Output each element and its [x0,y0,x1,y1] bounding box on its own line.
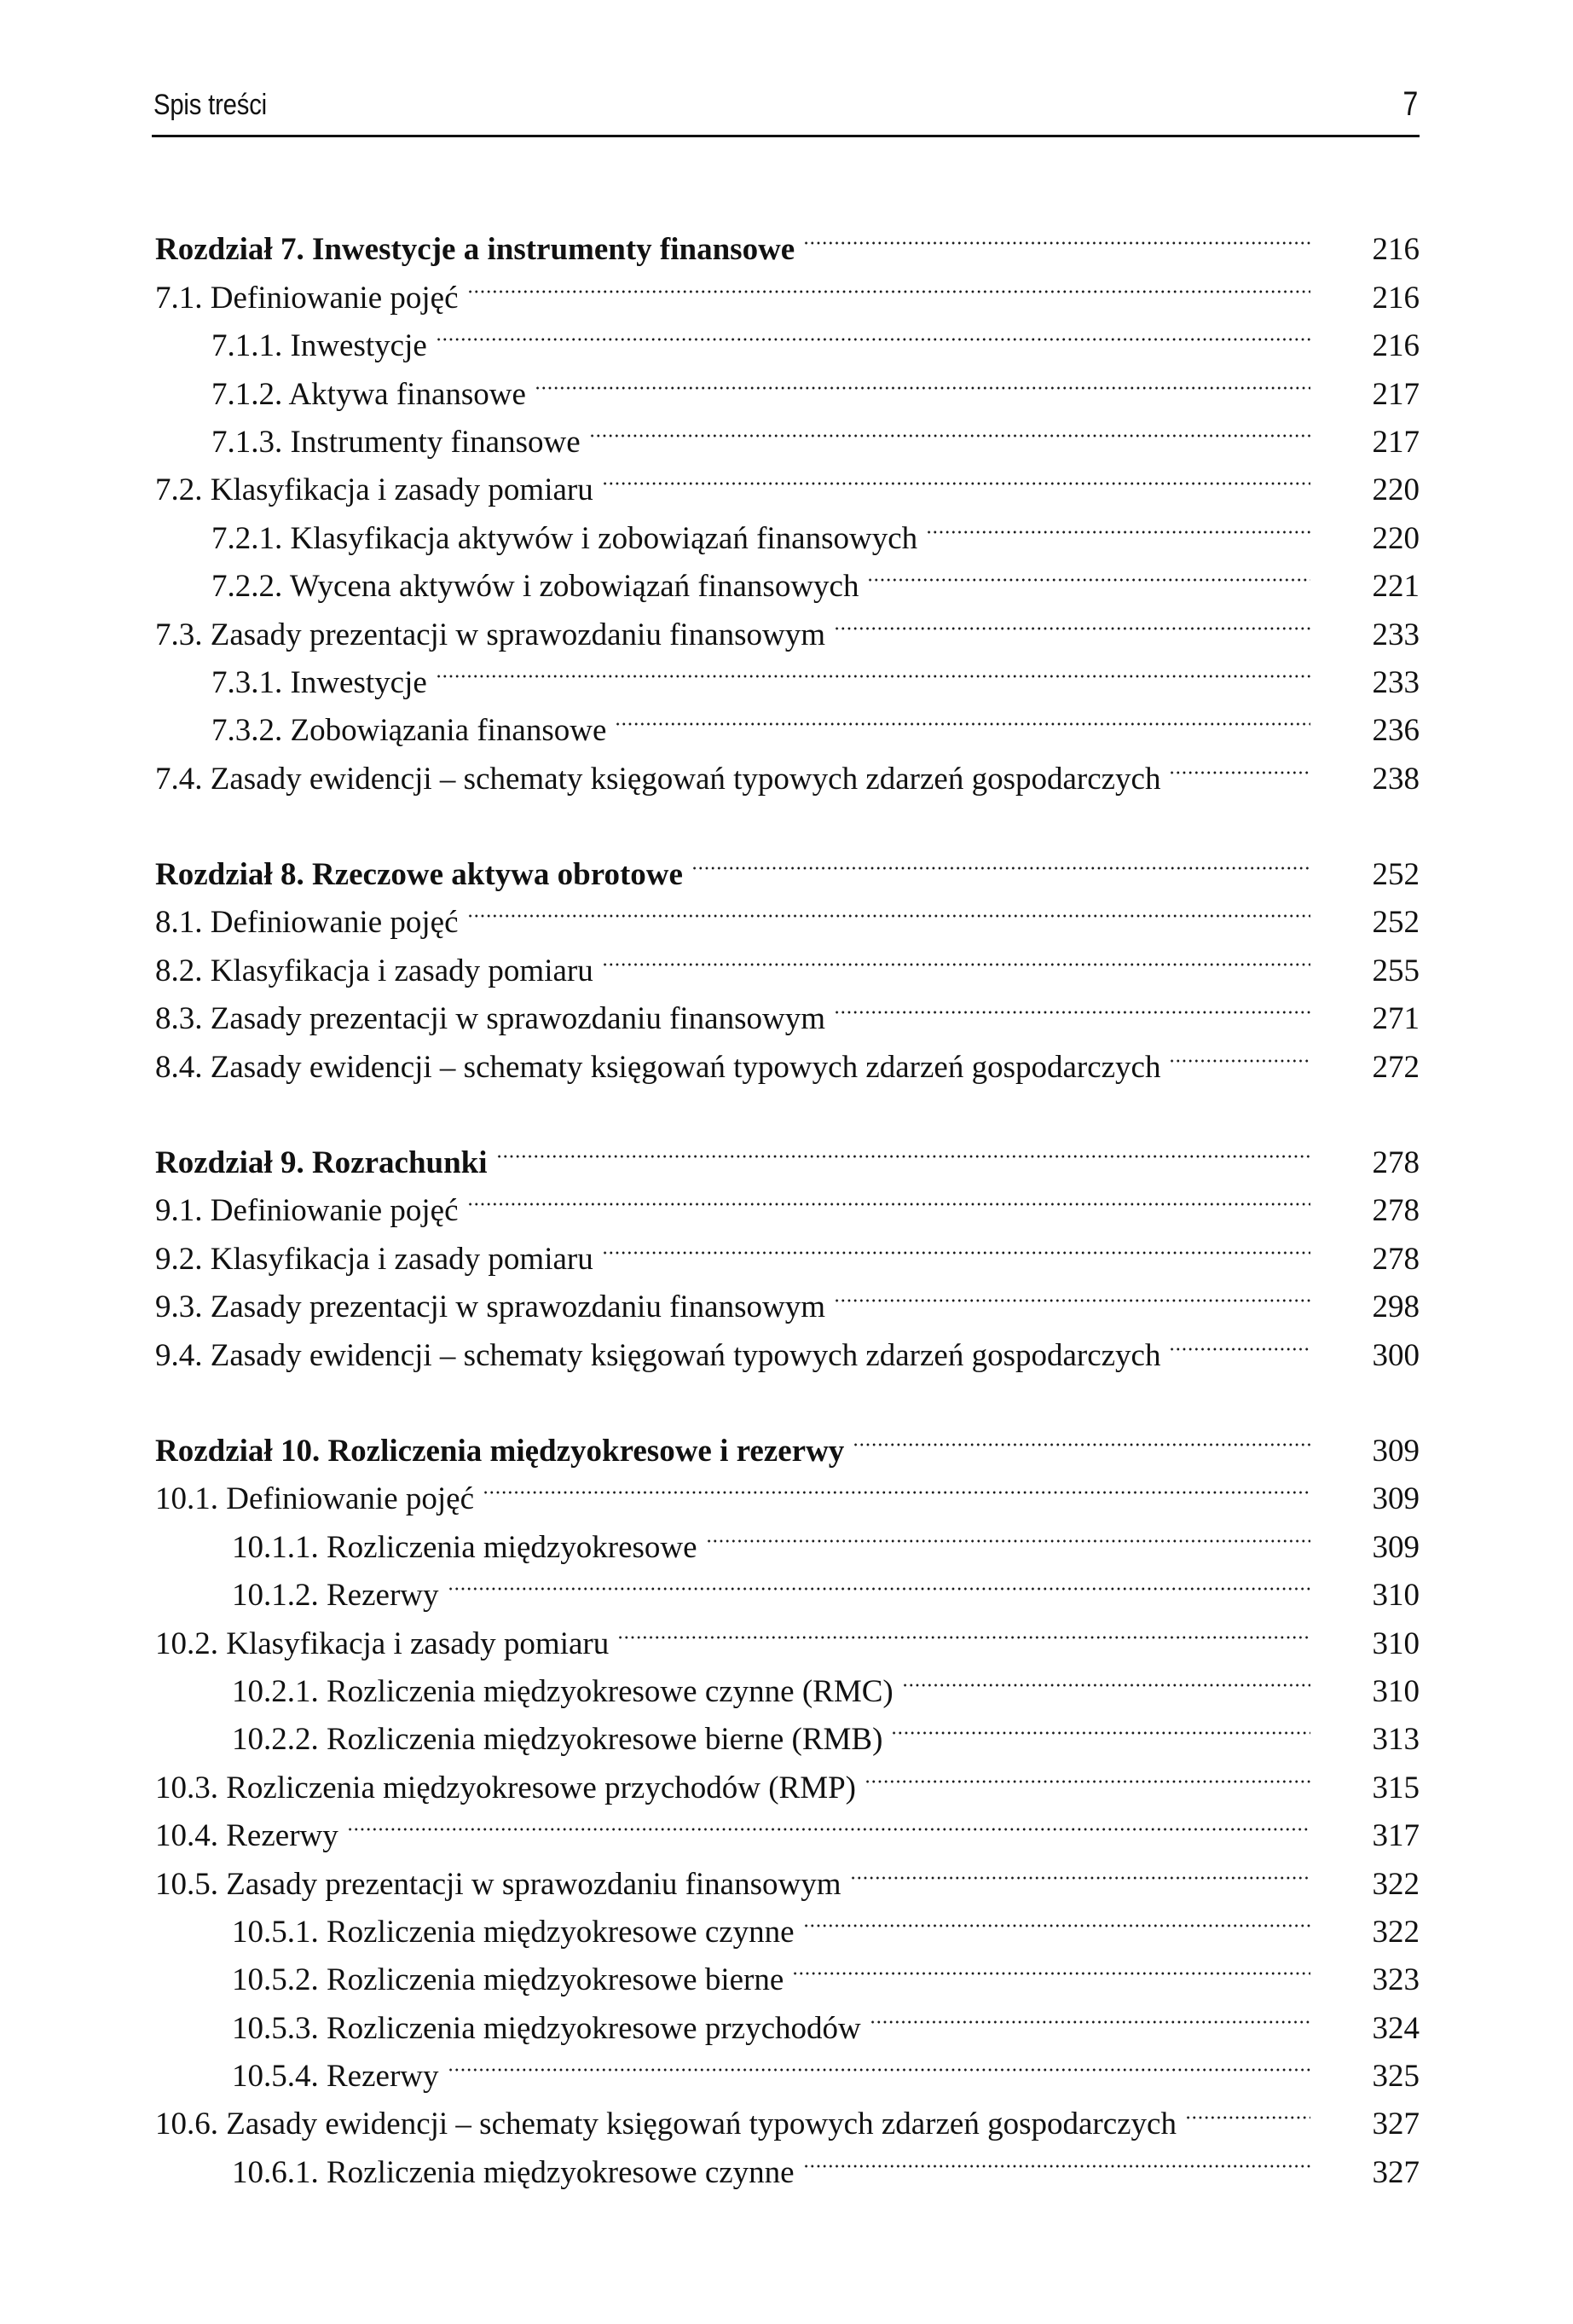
toc-subsection[interactable] [152,1557,1420,1614]
toc-subsection[interactable] [152,2134,1420,2190]
toc-page-number: 220 [1372,520,1420,556]
toc-entry-title: 9.2. Klasyfikacja i zasady pomiaru [155,1236,602,1284]
toc-entry-title: 10.5.2. Rozliczenia międzyokresowe bierne [232,1956,792,2004]
dot-leader [467,259,1311,307]
dot-leader [853,1413,1310,1461]
toc-page-number: 271 [1372,1001,1420,1037]
toc-page-number: 327 [1372,2107,1420,2142]
toc-page-number: 323 [1372,1962,1420,1998]
toc-section[interactable] [152,452,1420,508]
toc-page-number: 217 [1372,424,1420,460]
toc-entry-title: 8.4. Zasady ewidencji – schematy księgowań typowych zdarzeń gospodarczych [155,1044,1169,1092]
dot-leader [436,308,1310,356]
toc-entry-title: 7.1.3. Instrumenty finansowe [211,419,589,467]
toc-section[interactable] [152,1798,1420,1854]
toc-entry-title: 10.6. Zasady ewidencji – schematy księgowań typowych zdarzeń gospodarczych [155,2101,1185,2148]
toc-section[interactable] [152,1846,1420,1902]
toc-chapter [152,1125,1420,1373]
table-of-contents [152,212,1420,2230]
toc-entry-title: 10.5.3. Rozliczenia międzyokresowe przychodów [232,2005,870,2053]
toc-section[interactable] [152,981,1420,1037]
toc-page-number: 233 [1372,617,1420,652]
dot-leader [1169,1029,1310,1076]
toc-section[interactable] [152,1749,1420,1805]
dot-leader [467,884,1311,932]
toc-page-number: 298 [1372,1290,1420,1325]
dot-leader [1185,2086,1310,2134]
toc-subsection[interactable] [152,548,1420,605]
toc-entry-title: 9.4. Zasady ewidencji – schematy księgowań typowych zdarzeń gospodarczych [155,1332,1169,1380]
toc-entry-title: Rozdział 8. Rzeczowe aktywa obrotowe [155,851,691,899]
toc-section[interactable] [152,1317,1420,1373]
toc-page-number: 327 [1372,2154,1420,2190]
dot-leader [448,1557,1311,1605]
toc-section[interactable] [152,1220,1420,1277]
dot-leader [436,645,1310,693]
toc-entry-title: 10.2.2. Rozliczenia międzyokresowe bierne (RMB) [232,1716,891,1764]
toc-subsection[interactable] [152,356,1420,412]
toc-page-number: 216 [1372,328,1420,364]
toc-page-number: 236 [1372,713,1420,749]
toc-section[interactable] [152,884,1420,941]
toc-entry-title: 7.3.1. Inwestycje [211,659,436,707]
page-number: 7 [1402,85,1418,123]
dot-leader [867,548,1310,596]
toc-page-number: 309 [1372,1481,1420,1517]
toc-entry-title: 10.1. Definiowanie pojęć [155,1475,483,1523]
toc-page-number: 216 [1372,232,1420,268]
dot-leader [347,1798,1310,1846]
toc-entry-title: Rozdział 9. Rozrachunki [155,1139,496,1187]
toc-subsection[interactable] [152,1654,1420,1709]
dot-leader [483,1461,1310,1509]
toc-section[interactable] [152,1173,1420,1229]
toc-entry-title: 10.5.4. Rezerwy [232,2053,448,2101]
toc-page-number: 309 [1372,1529,1420,1565]
dot-leader [691,837,1310,884]
toc-page-number: 317 [1372,1818,1420,1854]
toc-section[interactable] [152,1461,1420,1517]
dot-leader [792,1942,1310,1990]
toc-page-number: 322 [1372,1914,1420,1950]
toc-entry-title: 8.3. Zasady prezentacji w sprawozdaniu finansowym [155,995,834,1043]
toc-entry-title: 7.2.1. Klasyfikacja aktywów i zobowiązań finansowych [211,515,926,563]
toc-entry-title: 10.1.2. Rezerwy [232,1572,448,1620]
toc-page-number: 310 [1372,1578,1420,1614]
dot-leader [535,356,1310,403]
toc-entry-title: 8.1. Definiowanie pojęć [155,899,467,947]
toc-section[interactable] [152,740,1420,797]
toc-entry-title: 7.3.2. Zobowiązania finansowe [211,707,615,755]
toc-subsection[interactable] [152,500,1420,556]
dot-leader [834,596,1310,644]
dot-leader [589,404,1310,452]
toc-entry-title: Rozdział 10. Rozliczenia międzyokresowe i rezerwy [155,1428,853,1475]
dot-leader [834,1269,1310,1317]
toc-chapter-heading[interactable] [152,212,1420,268]
toc-chapter-heading[interactable] [152,1413,1420,1469]
toc-subsection[interactable] [152,1509,1420,1565]
dot-leader [448,2038,1311,2086]
toc-section[interactable] [152,1029,1420,1085]
toc-subsection[interactable] [152,1701,1420,1758]
toc-page-number: 252 [1372,905,1420,941]
dot-leader [926,500,1310,548]
toc-page-number: 233 [1372,664,1420,700]
toc-section[interactable] [152,596,1420,652]
toc-entry-title: 10.5.1. Rozliczenia międzyokresowe czynne [232,1909,803,1956]
toc-section[interactable] [152,259,1420,316]
toc-entry-title: 9.3. Zasady prezentacji w sprawozdaniu finansowym [155,1284,834,1331]
toc-page-number: 310 [1372,1626,1420,1661]
toc-subsection[interactable] [152,2038,1420,2095]
toc-subsection[interactable] [152,1894,1420,1950]
toc-subsection[interactable] [152,1942,1420,1998]
toc-section[interactable] [152,2086,1420,2142]
toc-page-number: 315 [1372,1770,1420,1805]
toc-entry-title: 10.5. Zasady prezentacji w sprawozdaniu finansowym [155,1861,850,1909]
toc-page-number: 238 [1372,761,1420,797]
toc-page-number: 278 [1372,1193,1420,1229]
dot-leader [617,1605,1310,1653]
toc-subsection[interactable] [152,1990,1420,2046]
dot-leader [602,1220,1310,1268]
dot-leader [803,2134,1310,2182]
toc-page-number: 322 [1372,1866,1420,1902]
running-title: Spis treści [153,89,267,121]
dot-leader [1169,740,1310,788]
toc-page-number: 325 [1372,2059,1420,2095]
dot-leader [602,932,1310,980]
toc-entry-title: 10.4. Rezerwy [155,1812,347,1860]
toc-subsection[interactable] [152,404,1420,460]
toc-entry-title: 10.3. Rozliczenia międzyokresowe przychodów (RMP) [155,1765,865,1812]
dot-leader [865,1749,1310,1797]
toc-subsection[interactable] [152,308,1420,364]
toc-page-number: 278 [1372,1241,1420,1277]
dot-leader [850,1846,1311,1893]
toc-entry-title: 7.2.2. Wycena aktywów i zobowiązań finansowych [211,563,867,611]
toc-entry-title: 8.2. Klasyfikacja i zasady pomiaru [155,948,602,995]
toc-entry-title: 7.1. Definiowanie pojęć [155,275,467,322]
toc-page-number: 252 [1372,857,1420,893]
toc-entry-title: 9.1. Definiowanie pojęć [155,1187,467,1235]
toc-chapter [152,212,1420,797]
toc-entry-title: 10.6.1. Rozliczenia międzyokresowe czynne [232,2149,803,2197]
toc-section[interactable] [152,1269,1420,1325]
toc-page-number: 220 [1372,472,1420,508]
toc-page-number: 310 [1372,1673,1420,1709]
page-header [152,78,1420,137]
toc-page-number: 216 [1372,280,1420,316]
toc-page-number: 272 [1372,1049,1420,1085]
dot-leader [803,1894,1310,1942]
dot-leader [803,212,1310,259]
dot-leader [615,693,1310,740]
toc-entry-title: 7.1.1. Inwestycje [211,322,436,370]
toc-chapter [152,837,1420,1085]
toc-entry-title: 7.1.2. Aktywa finansowe [211,371,535,419]
dot-leader [602,452,1310,500]
toc-chapter-heading[interactable] [152,1125,1420,1181]
scan-speck [1317,92,1329,101]
dot-leader [496,1125,1310,1173]
toc-page-number: 221 [1372,569,1420,605]
toc-entry-title: 7.2. Klasyfikacja i zasady pomiaru [155,467,602,514]
dot-leader [834,981,1310,1029]
toc-entry-title: 7.4. Zasady ewidencji – schematy księgowań typowych zdarzeń gospodarczych [155,756,1169,803]
dot-leader [706,1509,1310,1556]
toc-entry-title: 10.2.1. Rozliczenia międzyokresowe czynne (RMC) [232,1668,902,1716]
toc-subsection[interactable] [152,693,1420,749]
toc-chapter [152,1413,1420,2190]
toc-page-number: 278 [1372,1145,1420,1181]
toc-entry-title: Rozdział 7. Inwestycje a instrumenty finansowe [155,226,803,274]
toc-page-number: 324 [1372,2010,1420,2046]
toc-page-number: 300 [1372,1337,1420,1373]
toc-entry-title: 10.1.1. Rozliczenia międzyokresowe [232,1524,706,1572]
toc-page-number: 255 [1372,953,1420,988]
toc-section[interactable] [152,1605,1420,1661]
toc-section[interactable] [152,932,1420,988]
dot-leader [1169,1317,1310,1365]
toc-subsection[interactable] [152,645,1420,700]
dot-leader [902,1654,1310,1701]
dot-leader [870,1990,1310,2037]
dot-leader [467,1173,1311,1220]
toc-chapter-heading[interactable] [152,837,1420,893]
toc-page-number: 217 [1372,376,1420,412]
toc-entry-title: 7.3. Zasady prezentacji w sprawozdaniu finansowym [155,611,834,659]
dot-leader [891,1701,1310,1749]
toc-entry-title: 10.2. Klasyfikacja i zasady pomiaru [155,1620,617,1668]
toc-page-number: 309 [1372,1433,1420,1469]
toc-page-number: 313 [1372,1722,1420,1758]
